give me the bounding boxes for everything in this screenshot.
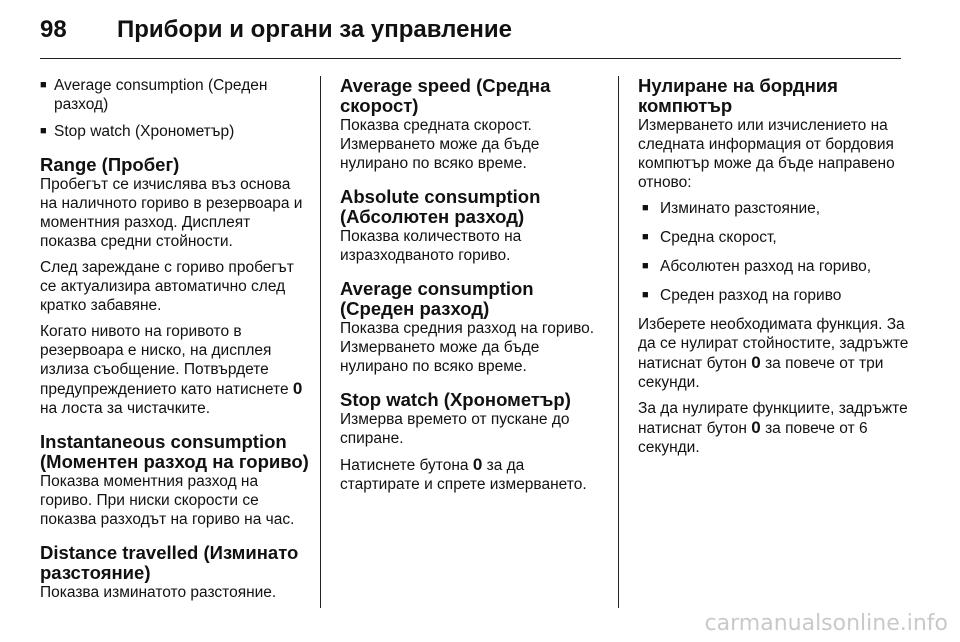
abs-consumption-text: Показва количеството на изразходваното гориво. xyxy=(340,228,522,264)
button-key-label: 0 xyxy=(292,379,303,398)
page-header xyxy=(0,0,960,60)
stop-watch-heading: Stop watch (Хронометър) xyxy=(340,389,571,410)
column-divider-2 xyxy=(618,76,619,608)
page-title: Прибори и органи за управление xyxy=(117,16,513,43)
reset-intro: Измерването или изчислението на следната информация от бордовия компютър може да бъде направено отново: xyxy=(638,117,895,191)
bullet-icon: ■ xyxy=(40,125,47,137)
bullet-icon: ■ xyxy=(40,79,47,91)
list-item: ■ Stop watch (Хронометър) xyxy=(40,123,235,140)
button-key-label: 0 xyxy=(751,353,761,372)
page-number: 98 xyxy=(40,16,67,43)
list-item: ■ Average consumption (Среден разход) xyxy=(40,77,268,113)
bullet-icon: ■ xyxy=(642,202,649,214)
bullet-icon: ■ xyxy=(642,231,649,243)
list-item: ■ Абсолютен разход на гориво, xyxy=(642,258,872,275)
button-key-label: 0 xyxy=(751,418,761,437)
stop-watch-text-2: Натиснете бутона 0 за да стартирате и спрете измерването. xyxy=(340,455,587,493)
distance-heading: Distance travelled (Изминато разстояние) xyxy=(40,542,299,583)
list-item: ■ Изминато разстояние, xyxy=(642,200,821,217)
reset-text-2: За да нулирате функциите, задръжте натиснат бутон 0 за повече от 6 секунди. xyxy=(638,400,908,456)
range-text-3: Когато нивото на горивото в резервоара е ниско, на дисплея излиза съобщение. Потвърдете предупреждението като натиснете 0 на лоста за чистачките. xyxy=(40,323,303,417)
list-item: ■ Средна скорост, xyxy=(642,229,777,246)
column-divider-1 xyxy=(320,76,321,608)
distance-text: Показва изминатото разстояние. xyxy=(40,584,277,601)
list-item: ■ Среден разход на гориво xyxy=(642,287,842,304)
instantaneous-heading: Instantaneous consumption (Моментен разход на гориво) xyxy=(40,431,309,472)
header-rule xyxy=(40,58,901,59)
range-heading: Range (Пробег) xyxy=(40,154,180,175)
reset-heading: Нулиране на бордния компютър xyxy=(638,75,838,116)
abs-consumption-heading: Absolute consumption (Абсолютен разход) xyxy=(340,186,541,227)
reset-text-1: Изберете необходимата функция. За да се нулират стойностите, задръжте натиснат бутон 0 за повече от три секунди. xyxy=(638,316,909,391)
column-1 xyxy=(40,76,310,609)
avg-speed-heading: Average speed (Средна скорост) xyxy=(340,75,551,116)
column-3 xyxy=(638,76,910,464)
range-text-1: Пробегът се изчислява въз основа на наличното гориво в резервоара и моментния разход. Дисплеят показва средни стойности. xyxy=(40,176,303,250)
bullet-icon: ■ xyxy=(642,289,649,301)
instantaneous-text: Показва моментния разход на гориво. При ниски скорости се показва разходът на гориво на час. xyxy=(40,473,295,528)
column-2 xyxy=(340,76,608,501)
avg-consumption-heading: Average consumption (Среден разход) xyxy=(340,278,534,319)
range-text-2: След зареждане с гориво пробегът се актуализира автоматично след кратко забавяне. xyxy=(40,259,294,314)
button-key-label: 0 xyxy=(472,455,483,474)
avg-consumption-text: Показва средния разход на гориво. Измерването може да бъде нулирано по всяко време. xyxy=(340,320,595,375)
watermark: carmanualsonline.info xyxy=(704,611,948,636)
stop-watch-text: Измерва времето от пускане до спиране. xyxy=(340,411,570,447)
avg-speed-text: Показва средната скорост. Измерването може да бъде нулирано по всяко време. xyxy=(340,117,540,172)
bullet-icon: ■ xyxy=(642,260,649,272)
